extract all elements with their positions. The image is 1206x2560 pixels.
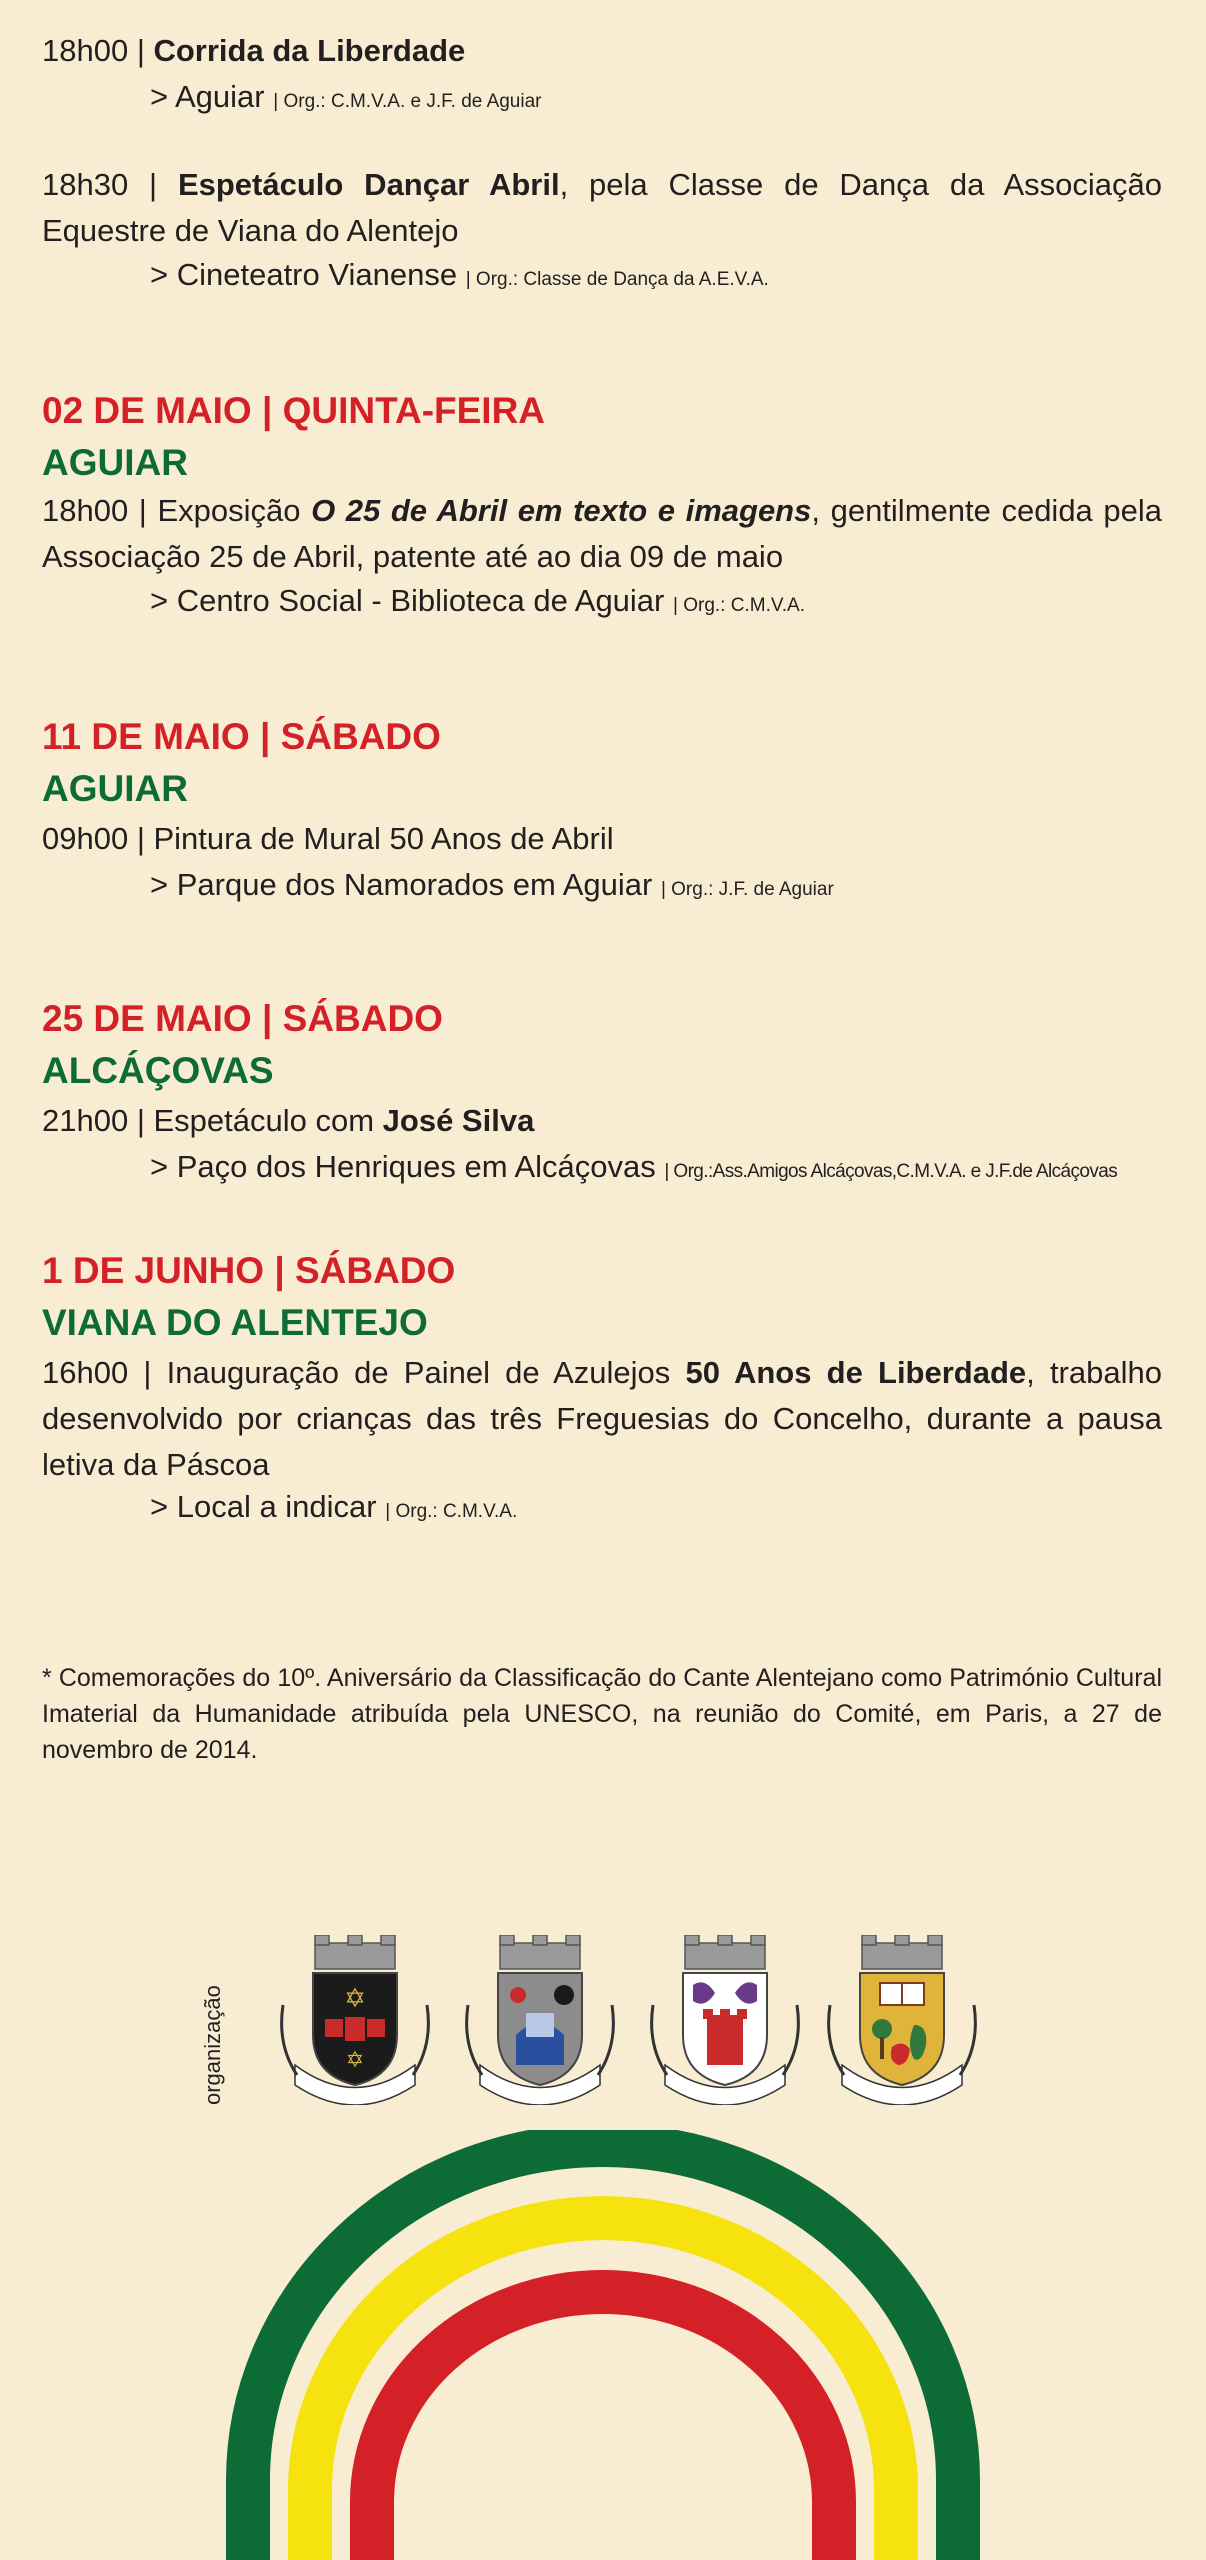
event-description: , gentilmente cedida pela Associação 25 de Abril, patente até ao dia 09 de maio	[42, 493, 1163, 574]
event-danca	[42, 162, 1162, 254]
event-time: 16h00 | Inauguração de Painel de Azulejos	[42, 1355, 686, 1390]
organizer-text: | Org.: C.M.V.A.	[385, 1501, 518, 1522]
venue-name: > Local a indicar	[150, 1489, 377, 1524]
event-time: 18h30 |	[42, 167, 178, 202]
organizer-text: | Org.: C.M.V.A. e J.F. de Aguiar	[273, 91, 542, 112]
event-venue-line	[150, 862, 834, 913]
event-description: , trabalho desenvolvido por crianças das três Freguesias do Concelho, durante a pausa letiva da Páscoa	[42, 1355, 1162, 1482]
venue-name: > Aguiar	[150, 79, 265, 114]
arch-red-band	[372, 2292, 834, 2560]
event-title: 50 Anos de Liberdade	[685, 1355, 1027, 1390]
event-title: Espetáculo Dançar Abril	[177, 167, 560, 202]
venue-name: > Cineteatro Vianense	[150, 257, 458, 292]
place-heading: AGUIAR	[42, 442, 188, 483]
event-venue-line	[150, 1484, 517, 1535]
place-heading: ALCÁÇOVAS	[42, 1050, 274, 1091]
crest-freguesia-viana-icon	[822, 1935, 982, 2105]
place-heading: AGUIAR	[42, 768, 188, 809]
date-heading: 11 DE MAIO | SÁBADO	[42, 716, 441, 757]
event-corrida	[42, 28, 1162, 74]
crest-alcacovas-icon	[645, 1935, 805, 2105]
event-mural: 09h00 | Pintura de Mural 50 Anos de Abril	[42, 821, 614, 856]
date-heading: 02 DE MAIO | QUINTA-FEIRA	[42, 390, 546, 431]
event-time: 21h00 | Espetáculo com	[42, 1103, 383, 1138]
event-description: , pela Classe de Dança da Associação Equestre de Viana do Alentejo	[42, 167, 1163, 248]
event-title: Corrida da Liberdade	[153, 33, 466, 68]
event-venue-line	[150, 74, 542, 125]
event-venue-line	[150, 578, 805, 629]
venue-name: > Parque dos Namorados em Aguiar	[150, 867, 653, 902]
organizer-text: | Org.: C.M.V.A.	[673, 595, 806, 616]
event-time: 18h00 |	[42, 33, 154, 68]
crest-viana-icon	[275, 1935, 435, 2105]
event-time: 18h00 | Exposição	[42, 493, 312, 528]
footnote: * Comemorações do 10º. Aniversário da Classificação do Cante Alentejano como Património Cultural Imaterial da Humanidade atribuída pela UNESCO, na reunião do Comité, em Paris, a 27 de novembro de 2014.	[42, 1664, 1162, 1764]
date-heading: 25 DE MAIO | SÁBADO	[42, 998, 443, 1039]
organizer-text: | Org.:Ass.Amigos Alcáçovas,C.M.V.A. e J.F.de Alcáçovas	[664, 1161, 1118, 1182]
decorative-arch	[0, 2130, 1206, 2560]
event-title: José Silva	[382, 1103, 535, 1138]
event-title: O 25 de Abril em texto e imagens	[311, 493, 812, 528]
event-azulejos	[42, 1350, 1162, 1488]
venue-name: > Paço dos Henriques em Alcáçovas	[150, 1149, 656, 1184]
crest-aguiar-icon	[460, 1935, 620, 2105]
event-venue-line	[150, 1144, 1117, 1195]
place-heading: VIANA DO ALENTEJO	[42, 1302, 428, 1343]
event-jose-silva	[42, 1098, 1162, 1144]
organizer-text: | Org.: Classe de Dança da A.E.V.A.	[465, 269, 769, 290]
venue-name: > Centro Social - Biblioteca de Aguiar	[150, 583, 665, 618]
svg-text:✡: ✡	[344, 1984, 366, 2014]
date-heading: 1 DE JUNHO | SÁBADO	[42, 1250, 456, 1291]
svg-text:✡: ✡	[345, 2048, 365, 2073]
organizers-label: organização	[200, 1985, 225, 2105]
organizer-text: | Org.: J.F. de Aguiar	[660, 879, 834, 900]
event-exposicao	[42, 488, 1162, 580]
event-venue-line	[150, 252, 769, 303]
